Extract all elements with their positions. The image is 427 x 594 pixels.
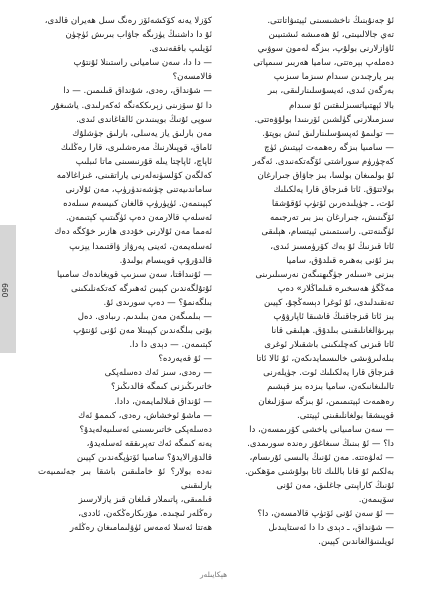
text-line: قالامسەن؟ xyxy=(172,72,212,83)
text-line: — ئەلۋەتتە. مەن ئۇنىڭ بالىسى ئۇرىسام، xyxy=(249,452,394,463)
text-line: — ئۇنداق قىلالمايمەن، دادا. xyxy=(114,396,212,407)
text-line: بىزنى «سىلەر جۈگىھنىگەن نەرسىلىرىنى xyxy=(255,269,394,280)
text-line: بىز ئۇنى بەھىرە قىلدۇق، ساميا xyxy=(286,255,394,266)
text-line: — ئۇ سەن ئۇنى ئۆتۈپ قالامسەن، دا؟ xyxy=(257,509,394,520)
text-line: رەھمەت ئېيتىمىمن، ئۇ بىزگە سۆزلىغان xyxy=(258,396,394,407)
text-line: سوپى ئۇنىڭ بويىنىدىن ئالقاغاندى ئىدى. xyxy=(76,114,212,125)
text-line: بولاتتۇق. ئاتا قىزجاق قارا يەلكىلىك xyxy=(273,185,394,196)
text-line: بەلكىم ئۇ قانا باللىك ئاتا بولۇشنى مۆھكىن. xyxy=(245,467,394,477)
text-line: سىزمىلارنى گۈلشىن ئۆرىنىدا بولۇۋەتتى. xyxy=(254,114,394,125)
text-line: ئۈگىنەتتى. راسىتمىنى ئېيتسام، ھېلىقى xyxy=(261,227,394,238)
text-line: ئۇ جەنۇبنىڭ ناخشىسىنى ئېيتىۋاتاتتى. xyxy=(267,16,394,26)
text-line: دەسلەپكى خاتىرىسىنى ئەسلىيەلەيدۇ؟ xyxy=(79,424,212,435)
text-line: ئاپاچ، ئاپاچتا يىلە قۇرنىسىنى ماتا ئىبلىپ xyxy=(75,156,212,167)
text-line: ئۇتۇلگەندىن كېيىن ئەھىرگە كەتكەنلىكىنى xyxy=(70,283,212,294)
text-line: — ماشۇ ئوخشاش، رەدى، كىممۇ ئەك xyxy=(78,410,212,421)
text-line: مەن بارلىق ياز يەسلى، بارلىق جۈشلۇك xyxy=(72,128,212,139)
text-line: تەنقىدلىدى، ئۇ ئوغرا دېسەڭچۇ، كېيىن xyxy=(263,297,394,308)
text-line: بەرگەن ئىدى، ئەيسۇسلىنارلىقى، بىر xyxy=(267,86,394,97)
text-line: — ئۇ قەيەردە؟ xyxy=(158,354,212,365)
text-line: مەڭگۈ ھەسخىرە قىلماڭلار» دەپ xyxy=(277,283,394,294)
left-text-column xyxy=(38,14,212,535)
text-line: — شۇنداق، رەدى، شۇنداق قىلىمىن. — دا xyxy=(63,86,212,97)
running-footer: ھېكايىلەر xyxy=(199,570,228,579)
text-line: — بىلمىگەن مەن بىلىدىم. رىبادى. دەل xyxy=(77,311,212,322)
text-line: قىزجاق قارا يەلكىلىك ئوت. جۈيلەرنى xyxy=(263,368,394,379)
text-line: ساماندىيەتنى چۈشەندۈرۈپ، مەن ئۇلارنى xyxy=(65,185,212,196)
text-line: بىلگەنمۇ؟ — دەپ سورىدى ئۇ. xyxy=(103,297,212,308)
text-line: دا ئۇ سۆزىنى زېرىككەنگە ئەكەرلىدى. ياشىغۇر xyxy=(51,100,212,111)
text-line: ئاتا قىزنىڭ ئۇ بەك كۆرۈمسىز ئىدى، xyxy=(270,241,394,252)
text-line: قويىشقا بولغانلىقىنى ئېيتتى. xyxy=(296,410,394,421)
text-line: ئاتا قىزنى كەچلىكىنى باشقىلار ئوغرى xyxy=(264,340,394,351)
text-line: بىر يارچىدىن سىدام سىزما سىزىپ xyxy=(273,72,394,83)
text-line: ئەسلەپ قالارمەن دەپ ئۈگىتىپ كېتىمەن. xyxy=(65,213,212,224)
text-line: ھەتتا ئەسلا ئەمەس ئۈۋلىمامىغان رەڭلەر xyxy=(69,523,212,534)
text-line: بۇنى بىلگەندىن كېيىنلا مەن ئۇنى ئۇنتۇپ xyxy=(73,326,212,337)
text-line: كېيىنمەن. ئۈپۈرۈپ قالغان كىيسەم سىلەدە xyxy=(63,199,212,210)
text-line: نەدە بولار؟ ئۇ خاملىقىن باشقا بىر جەئىمىيەت بارلىقىنى xyxy=(38,467,212,492)
page-number: 099 xyxy=(1,283,10,298)
text-line: بالا ئېھتىياتسىزلىقتىن ئۇ سىدام xyxy=(289,100,394,111)
text-line: يەنە كىمگە ئەك تەپرىققە ئەسلەيدۇ، xyxy=(86,438,212,449)
text-line: — تولىمۇ ئەپسۇسلىنارلىق ئىش بوپتۇ. xyxy=(262,128,394,139)
text-line: قالدۇرۇپ قويىسام بولىدۇ. xyxy=(119,255,212,266)
text-line: ئەسلەيمەن، ئەينى پەرۋاز ۋاقتىمدا يېزىپ xyxy=(69,241,212,252)
text-line: دا؟ — ئۇ بىنىڭ سىغاغۇر رەندە سورىمدى. xyxy=(247,438,394,449)
text-line: — رەدى، سىز ئەك دەسلەپكى xyxy=(104,368,212,379)
text-line: — شۇنداق، ـ دېدى دا دا ئەستايىدىل xyxy=(268,523,394,534)
text-line: كەلگەن كۆلسۈنەلەرنى ياراتقىنى، غىزاغالامە xyxy=(56,171,212,182)
text-line: ئۆيلىپ باققەنىدى. xyxy=(149,44,212,55)
text-line: — دا دا، سەن ساميانى راستىنلا ئۇنتۇپ xyxy=(73,58,212,69)
text-line: ئويلىنىۋالغاندىن كېيىن. xyxy=(318,537,394,548)
text-line: قىلمىقى، پاتىملار قىلغان قىز يازلارسىز xyxy=(78,495,212,506)
text-line: ئۇ بولمىغان بولسا، بىز جاۋاق جىرارغان xyxy=(257,171,394,182)
text-line: تالىلىغانىكەن، ساميا بىزدە بىز قېشىم xyxy=(267,382,394,393)
text-line: — سەن سامىيانى ياخشى كۆرىمسەن، دا xyxy=(249,424,394,435)
text-line: بىز ئاتا قىزجاقنىڭ قاشىقا ئاپارۋۇپ xyxy=(273,311,394,322)
text-line: ئۇنىڭ كاراپىتى جاغلىق، مەن ئۇنى xyxy=(276,481,394,492)
right-text-column xyxy=(212,14,394,550)
text-line: بىلەلىرۋىشى خالىسمايدىكەن، ئۇ ئالا ئاتا xyxy=(256,354,394,365)
text-line: ئۆگىنىش، جىرارغان بىز بىر تەرجىمە xyxy=(269,213,394,224)
text-line: ئەمما مەن ئۇلارنى خۇددى ھازىر خۇكگە دەك xyxy=(54,227,212,238)
text-line: رەڭلەر ئىچىدە. مۇزىكارەڭكەن، ئاددى، xyxy=(78,509,212,520)
text-line: كۆزلا يەنە كۆكشەئۆز رەنگ سىل ھەيران قالدى، xyxy=(44,16,212,26)
text-line: — سامىيا بىزگە رەھمەت ئېيتىش ئۈچ xyxy=(264,142,394,153)
text-line: سۆيىمەن. xyxy=(358,495,394,506)
text-line: ئاماق، قوپىلارنىڭ مەرەشلىرى، قارا رەڭلىك xyxy=(60,142,212,153)
text-line: كەچۈرۈم سوراشتى ئۆگەتكەنىدى. ئەگەر xyxy=(252,156,394,167)
text-line: ئۇت، ـ جۈيلىدەرىن ئۆتۈپ ئۇقۇشقا xyxy=(271,199,394,210)
text-line: خاتىرىڭىزنى كىمگە قالدىڭىز؟ xyxy=(110,382,212,393)
text-line: كېتىمەن. — دېدى دا دا. xyxy=(129,340,212,351)
text-line: قالدۇرالايدۇ؟ سامىيا ئۆتۈپگەندىن كېيىن xyxy=(76,452,212,463)
text-line: ئۇ دا داشنىڭ يۈزىگە جاۋاب بىرىش ئۈچۈن xyxy=(65,30,212,41)
text-line: — ئۇنىداقتا، سەن سىزىپ قويغاندەك سامىيا xyxy=(57,269,212,280)
text-line: تەي جالالىيىتى، ئۇ ھەمىشە ئىشتىيىن xyxy=(268,30,394,41)
text-line: ئاۋازلارنى بولۇپ، بىزگە لەمون سوۋىي xyxy=(257,44,394,55)
text-line: بېرىۋالغانلىقىنى بىلدۇق. ھېلىقى قانا xyxy=(271,326,394,337)
text-line: دەملەپ بېرەتتى، ساميا ھەربىر سىمپاتى xyxy=(253,58,394,69)
